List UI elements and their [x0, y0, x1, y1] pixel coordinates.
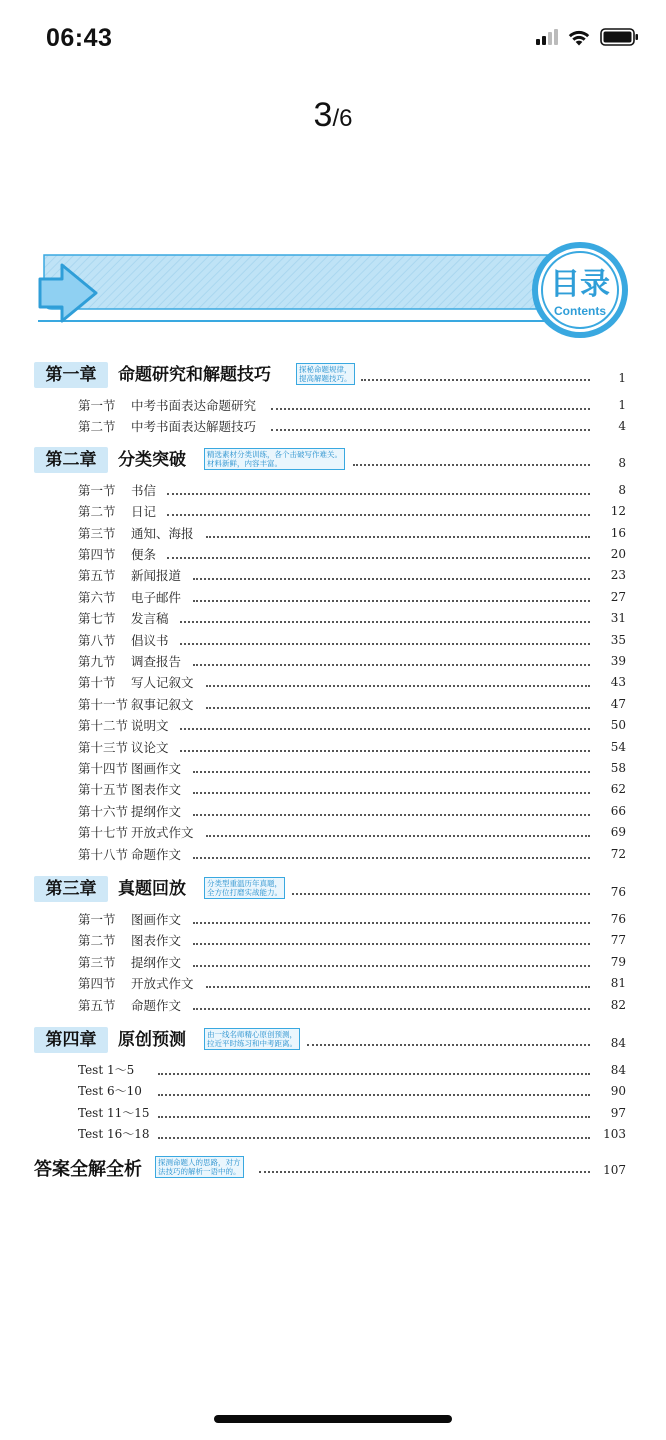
dot-leader — [167, 557, 590, 559]
section-number: 第一节 — [78, 912, 116, 927]
section-number: 第四节 — [78, 547, 116, 562]
chapter-note-line: 分类型重温历年真题， — [207, 879, 282, 888]
dot-leader — [193, 1008, 590, 1010]
page-number: 103 — [603, 1127, 626, 1142]
page-number: 27 — [610, 589, 626, 604]
page-number: 76 — [610, 912, 626, 926]
page-total: /6 — [332, 105, 353, 132]
section-number: 第一节 — [78, 398, 116, 413]
section-title: 中考书面表达命题研究 — [131, 398, 257, 413]
section-number: 第三节 — [78, 954, 116, 970]
toc-entry[interactable] — [0, 481, 666, 501]
test-label: Test 1～5 — [78, 1063, 135, 1077]
dot-leader — [158, 1116, 590, 1118]
page-number: 47 — [610, 696, 626, 711]
dot-leader — [353, 464, 590, 466]
section-number: 第十六节 — [78, 803, 129, 819]
toc-entry[interactable] — [0, 609, 666, 629]
page-number: 31 — [610, 611, 626, 626]
dot-leader — [193, 600, 590, 602]
chapter-label: 第四章 — [34, 1027, 108, 1053]
section-title: 发言稿 — [131, 611, 169, 627]
dot-leader — [180, 750, 590, 752]
banner-title: 目录 — [550, 267, 610, 302]
toc-entry[interactable] — [0, 953, 666, 973]
page-current: 3 — [313, 96, 333, 134]
test-label: Test 16～18 — [78, 1127, 150, 1142]
section-title: 书信 — [131, 482, 157, 498]
page-number: 69 — [610, 825, 626, 840]
chapter-label: 第一章 — [34, 362, 108, 388]
chapter-note — [204, 448, 345, 470]
section-number: 第二节 — [78, 933, 116, 949]
section-number: 第十八节 — [78, 846, 129, 862]
dot-leader — [180, 643, 590, 645]
chapter-note-line: 精选素材分类训练，各个击破写作难关。 — [207, 449, 342, 459]
section-number: 第十三节 — [78, 739, 129, 755]
chapter-note-line: 法技巧的解析一语中的。 — [158, 1166, 241, 1176]
toc-entry[interactable] — [0, 652, 666, 672]
dot-leader — [271, 408, 590, 410]
answers-row[interactable] — [0, 1155, 666, 1183]
section-title: 叙事记叙文 — [131, 696, 194, 712]
status-icons — [536, 28, 640, 46]
dot-leader — [193, 965, 590, 967]
page-number: 16 — [610, 525, 626, 540]
dot-leader — [193, 814, 590, 816]
status-bar — [0, 0, 666, 80]
page-number: 107 — [603, 1162, 626, 1177]
section-number: 第十节 — [78, 675, 116, 691]
dot-leader — [307, 1044, 590, 1046]
toc-entry[interactable] — [0, 417, 666, 437]
page-number: 72 — [610, 846, 626, 861]
toc-entry[interactable] — [0, 780, 666, 800]
page-number: 76 — [610, 885, 626, 899]
dot-leader — [193, 943, 590, 945]
toc-entry[interactable] — [0, 845, 666, 865]
section-title: 开放式作文 — [131, 825, 194, 841]
section-number: 第七节 — [78, 611, 116, 627]
chapter-row[interactable] — [0, 876, 666, 904]
wifi-icon — [567, 29, 591, 46]
battery-icon — [600, 28, 640, 46]
page-number: 66 — [610, 803, 626, 818]
chapter-note-line: 材料新鲜，内容丰富。 — [207, 458, 282, 468]
toc-entry[interactable] — [0, 524, 666, 544]
dot-leader — [292, 893, 590, 895]
chapter-row[interactable] — [0, 1027, 666, 1055]
chapter-note — [204, 1028, 300, 1050]
dot-leader — [206, 536, 590, 538]
page-number: 90 — [610, 1084, 626, 1099]
section-number: 第十四节 — [78, 761, 129, 776]
toc-entry[interactable] — [0, 673, 666, 693]
toc-entry[interactable] — [0, 1104, 666, 1124]
chapter-row[interactable] — [0, 447, 666, 475]
page-number: 8 — [618, 482, 626, 497]
section-title: 中考书面表达解题技巧 — [131, 419, 257, 435]
chapter-note — [204, 877, 285, 899]
page-number: 62 — [610, 782, 626, 797]
page-number: 39 — [610, 654, 626, 668]
section-title: 图表作文 — [131, 782, 182, 798]
section-title: 倡议书 — [131, 632, 169, 648]
section-title: 命题作文 — [131, 997, 182, 1013]
chapter-row[interactable] — [0, 362, 666, 390]
dot-leader — [206, 707, 590, 709]
section-title: 图画作文 — [131, 912, 182, 927]
chapter-title: 真题回放 — [118, 879, 186, 899]
dot-leader — [158, 1094, 590, 1096]
page-number: 54 — [610, 739, 626, 754]
toc-entry[interactable] — [0, 1061, 666, 1081]
chapter-note-line: 由一线名师精心原创预测， — [207, 1030, 297, 1039]
section-title: 说明文 — [131, 718, 169, 734]
dot-leader — [167, 514, 590, 516]
toc-entry[interactable] — [0, 759, 666, 779]
section-number: 第五节 — [78, 997, 116, 1013]
page-number: 84 — [610, 1063, 626, 1077]
section-title: 命题作文 — [131, 846, 182, 862]
section-title: 图表作文 — [131, 933, 182, 949]
toc-entry[interactable] — [0, 502, 666, 522]
toc-entry[interactable] — [0, 396, 666, 416]
toc-entry[interactable] — [0, 545, 666, 565]
toc-entry[interactable] — [0, 1125, 666, 1145]
dot-leader — [158, 1137, 590, 1139]
section-number: 第十一节 — [78, 696, 129, 712]
page-number: 43 — [610, 675, 626, 690]
page-number: 50 — [610, 718, 626, 733]
home-indicator[interactable] — [214, 1415, 452, 1423]
dot-leader — [206, 835, 590, 837]
toc-entry[interactable] — [0, 1082, 666, 1102]
chapter-note-line: 全方位打磨实战能力。 — [207, 888, 282, 897]
section-title: 提纲作文 — [131, 803, 182, 819]
toc-entry[interactable] — [0, 931, 666, 951]
page-number: 79 — [610, 954, 626, 969]
section-number: 第十五节 — [78, 782, 129, 798]
dot-leader — [193, 771, 590, 773]
dot-leader — [193, 922, 590, 924]
test-label: Test 6～10 — [78, 1084, 142, 1099]
chapter-note-line: 拉近平时练习和中考距离。 — [207, 1039, 297, 1048]
page-indicator — [0, 96, 666, 135]
page-number: 82 — [610, 997, 626, 1012]
dot-leader — [180, 728, 590, 730]
section-title: 开放式作文 — [131, 976, 194, 992]
chapter-title: 命题研究和解题技巧 — [118, 365, 271, 385]
page-number: 97 — [610, 1105, 626, 1120]
page-number: 23 — [610, 568, 626, 583]
section-number: 第二节 — [78, 419, 116, 435]
section-title: 新闻报道 — [131, 568, 182, 584]
chapter-note — [155, 1156, 244, 1178]
dot-leader — [193, 578, 590, 580]
dot-leader — [206, 986, 590, 988]
status-time: 06:43 — [46, 24, 113, 52]
section-title: 写人记叙文 — [131, 675, 194, 691]
section-number: 第二节 — [78, 504, 116, 520]
toc-entry[interactable] — [0, 716, 666, 736]
section-title: 电子邮件 — [131, 589, 182, 605]
dot-leader — [158, 1073, 590, 1075]
document-page[interactable] — [0, 235, 666, 1235]
toc-entry[interactable] — [0, 823, 666, 843]
chapter-note — [296, 363, 355, 385]
page-number: 4 — [618, 419, 626, 434]
section-number: 第八节 — [78, 632, 116, 648]
page-number: 84 — [610, 1036, 626, 1050]
section-number: 第一节 — [78, 482, 116, 498]
section-title: 提纲作文 — [131, 954, 182, 970]
chapter-title: 分类突破 — [118, 449, 186, 470]
banner-subtitle: Contents — [554, 304, 606, 318]
cellular-signal-icon — [536, 29, 558, 45]
section-title: 图画作文 — [131, 761, 182, 776]
section-title: 议论文 — [131, 739, 169, 755]
section-number: 第四节 — [78, 976, 116, 992]
chapter-note-line: 探秘命题规律， — [299, 365, 352, 374]
page-number: 12 — [610, 504, 626, 519]
page-number: 8 — [618, 455, 626, 470]
toc-entry[interactable] — [0, 631, 666, 651]
page-number: 20 — [610, 547, 626, 561]
toc-entry[interactable] — [0, 974, 666, 994]
section-title: 日记 — [131, 504, 157, 520]
dot-leader — [271, 429, 590, 431]
dot-leader — [193, 792, 590, 794]
section-title: 调查报告 — [131, 654, 182, 669]
section-number: 第十七节 — [78, 825, 129, 841]
page-number: 81 — [610, 976, 626, 991]
section-title: 通知、海报 — [131, 525, 194, 541]
dot-leader — [206, 685, 590, 687]
toc-entry[interactable] — [0, 566, 666, 586]
page-number: 77 — [610, 933, 626, 948]
test-label: Test 11～15 — [78, 1105, 150, 1120]
toc-entry[interactable] — [0, 588, 666, 608]
section-number: 第十二节 — [78, 718, 129, 734]
chapter-title: 原创预测 — [118, 1030, 186, 1050]
dot-leader — [193, 664, 590, 666]
answers-title: 答案全解全析 — [34, 1158, 142, 1180]
dot-leader — [193, 857, 590, 859]
page-number: 1 — [618, 398, 626, 412]
section-number: 第六节 — [78, 589, 116, 605]
toc-entry[interactable] — [0, 695, 666, 715]
dot-leader — [361, 379, 590, 381]
section-title: 便条 — [131, 547, 157, 562]
chapter-note-line: 探测命题人的思路，对方 — [158, 1157, 241, 1167]
page-number: 1 — [618, 371, 626, 385]
toc-entry[interactable] — [0, 910, 666, 930]
toc-entry[interactable] — [0, 802, 666, 822]
toc-entry[interactable] — [0, 996, 666, 1016]
chapter-label: 第二章 — [34, 447, 108, 473]
section-number: 第五节 — [78, 568, 116, 584]
toc-entry[interactable] — [0, 738, 666, 758]
dot-leader — [259, 1171, 590, 1173]
page-number: 35 — [610, 632, 626, 647]
chapter-note-line: 提高解题技巧。 — [299, 374, 352, 383]
page-number: 58 — [610, 761, 626, 775]
dot-leader — [180, 621, 590, 623]
section-number: 第九节 — [78, 654, 116, 669]
chapter-label: 第三章 — [34, 876, 108, 902]
section-number: 第三节 — [78, 525, 116, 541]
dot-leader — [167, 493, 590, 495]
